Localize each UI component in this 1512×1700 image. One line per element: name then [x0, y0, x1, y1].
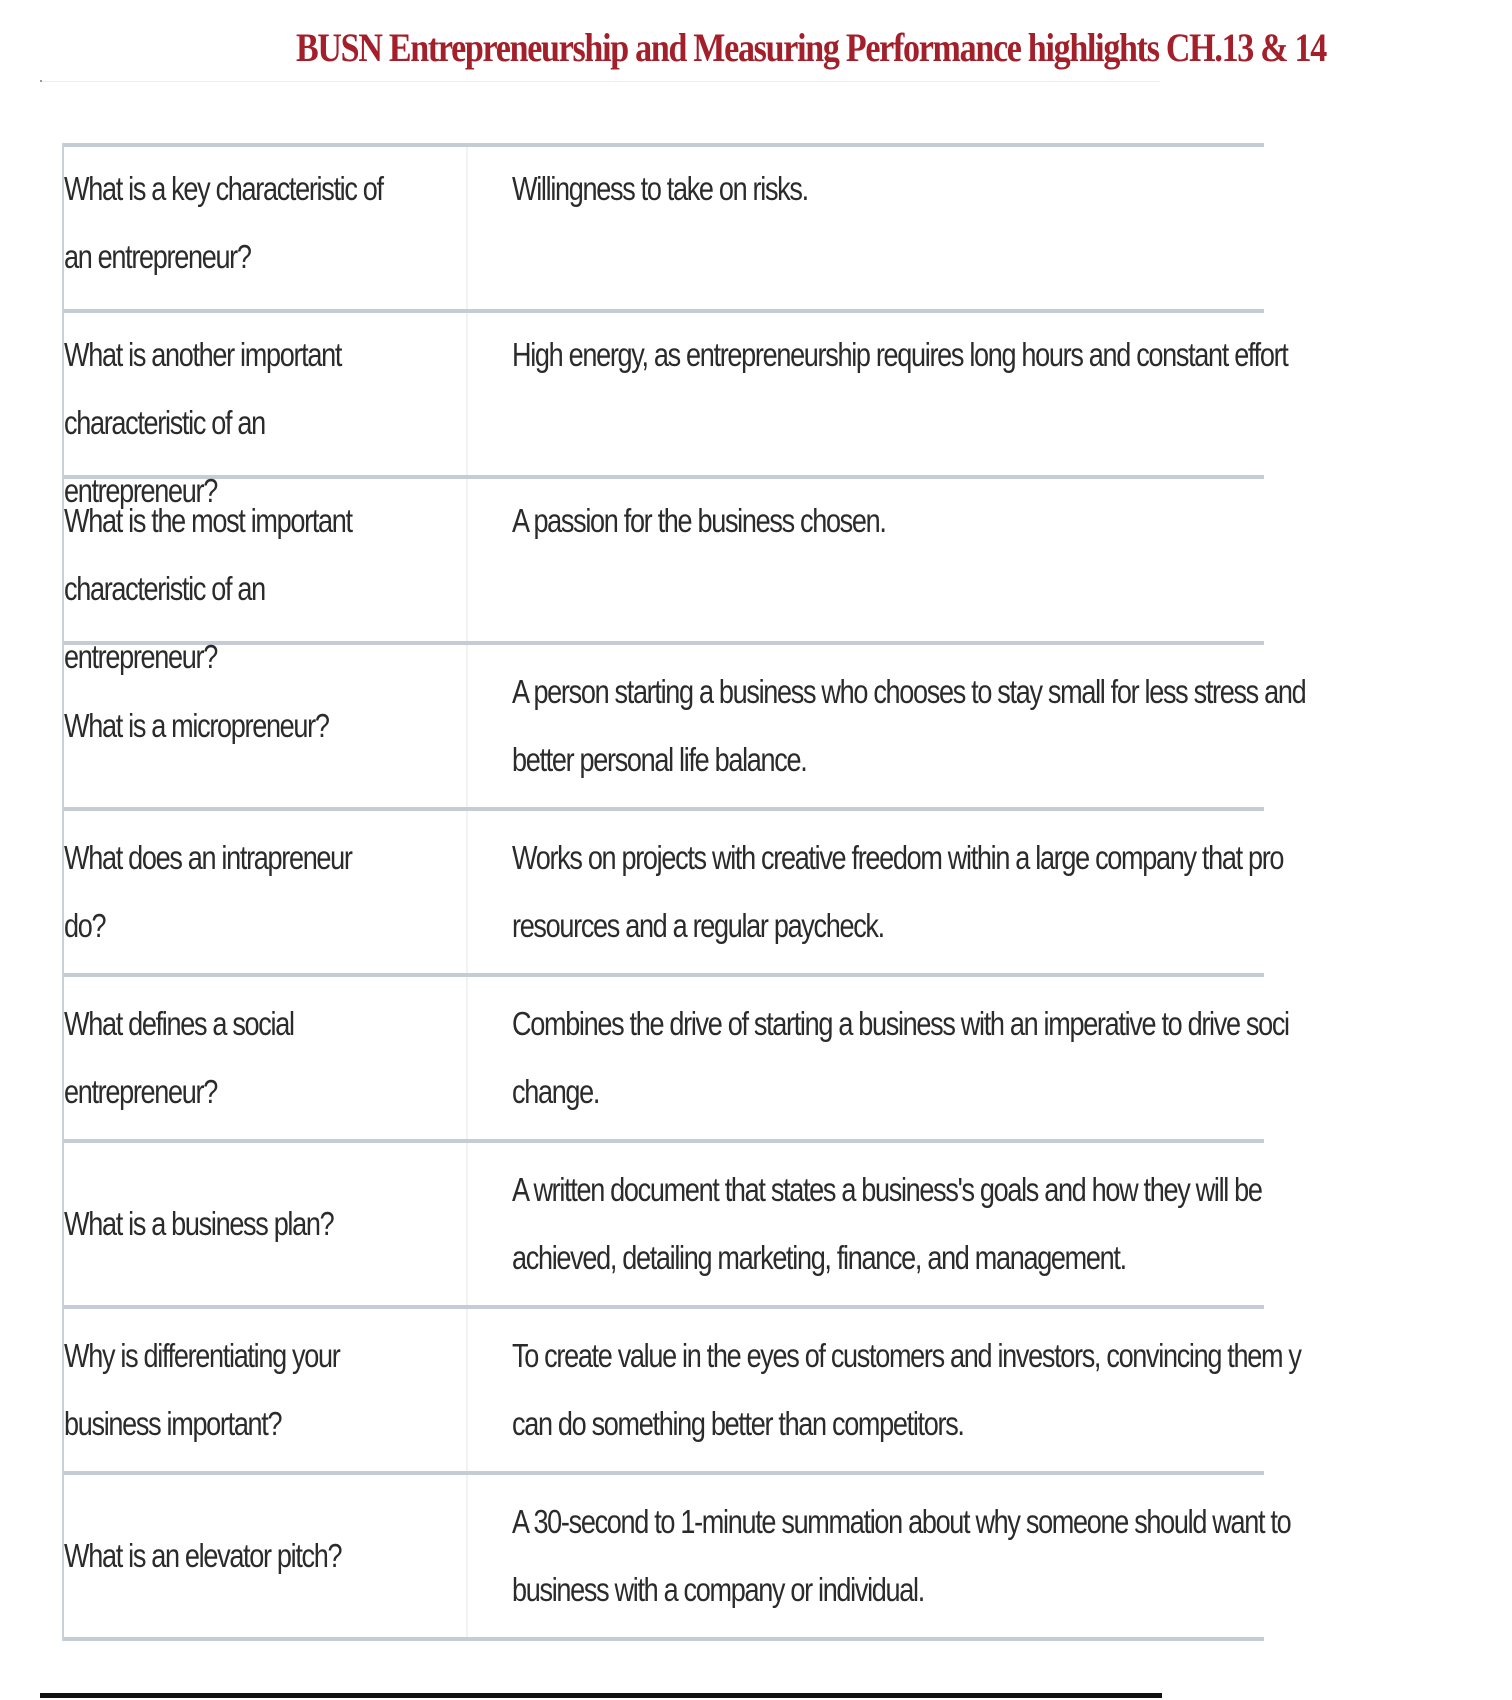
question-text: Why is differentiating your business important?	[64, 1337, 340, 1442]
table-row	[64, 807, 1284, 973]
question-cell	[64, 977, 468, 1139]
answer-cell	[468, 1309, 1512, 1471]
question-text: What is a business plan?	[64, 1205, 334, 1242]
question-cell	[64, 313, 468, 509]
table-row	[64, 309, 1288, 509]
answer-text: Willingness to take on risks.	[512, 170, 808, 207]
answer-cell	[468, 1475, 1512, 1637]
answer-text: Works on projects with creative freedom within a large company that pro resources and a regular paycheck.	[512, 839, 1284, 944]
question-cell	[64, 811, 468, 973]
question-text: What is a micropreneur?	[64, 707, 329, 744]
title-divider	[40, 81, 1160, 82]
answer-text: A 30-second to 1-minute summation about why someone should want to business with a company or individual.	[512, 1503, 1291, 1608]
question-text: What does an intrapreneur do?	[64, 839, 352, 944]
question-text: What is a key characteristic of an entrepreneur?	[64, 170, 383, 275]
question-text: What is an elevator pitch?	[64, 1537, 342, 1574]
answer-cell	[468, 1143, 1512, 1305]
answer-cell	[468, 479, 1512, 641]
table-row	[64, 475, 1264, 675]
question-cell	[64, 1475, 468, 1637]
table-row	[64, 1139, 1264, 1305]
answer-text: A written document that states a business's goals and how they will be achieved, detailing marketing, finance, and management.	[512, 1171, 1262, 1276]
answer-cell	[468, 313, 1512, 475]
table-row	[64, 1305, 1301, 1471]
answer-cell	[468, 811, 1512, 973]
table-row	[64, 973, 1289, 1139]
question-cell	[64, 479, 468, 675]
question-text: What is another important characteristic of an entrepreneur?	[64, 336, 342, 509]
answer-text: Combines the drive of starting a business with an imperative to drive soci change.	[512, 1005, 1289, 1110]
answer-cell	[468, 147, 1512, 309]
qa-table	[62, 143, 1306, 1641]
answer-text: High energy, as entrepreneurship requires long hours and constant effort	[512, 336, 1288, 373]
table-row	[64, 1471, 1291, 1641]
divider-tick	[40, 80, 42, 82]
answer-cell	[468, 977, 1512, 1139]
question-text: What defines a social entrepreneur?	[64, 1005, 294, 1110]
bottom-divider	[40, 1693, 1162, 1698]
answer-cell	[468, 645, 1512, 807]
answer-text: To create value in the eyes of customers and investors, convincing them y can do something better than competitors.	[512, 1337, 1301, 1442]
question-text: What is the most important characteristic of an entrepreneur?	[64, 502, 352, 675]
answer-text: A person starting a business who chooses to stay small for less stress and better personal life balance.	[512, 673, 1306, 778]
question-cell	[64, 1309, 468, 1471]
answer-text: A passion for the business chosen.	[512, 502, 886, 539]
question-cell	[64, 1143, 468, 1305]
question-cell	[64, 147, 468, 309]
table-row	[64, 143, 1264, 309]
document-title: BUSN Entrepreneurship and Measuring Performance highlights CH.13 & 14	[296, 25, 1326, 70]
